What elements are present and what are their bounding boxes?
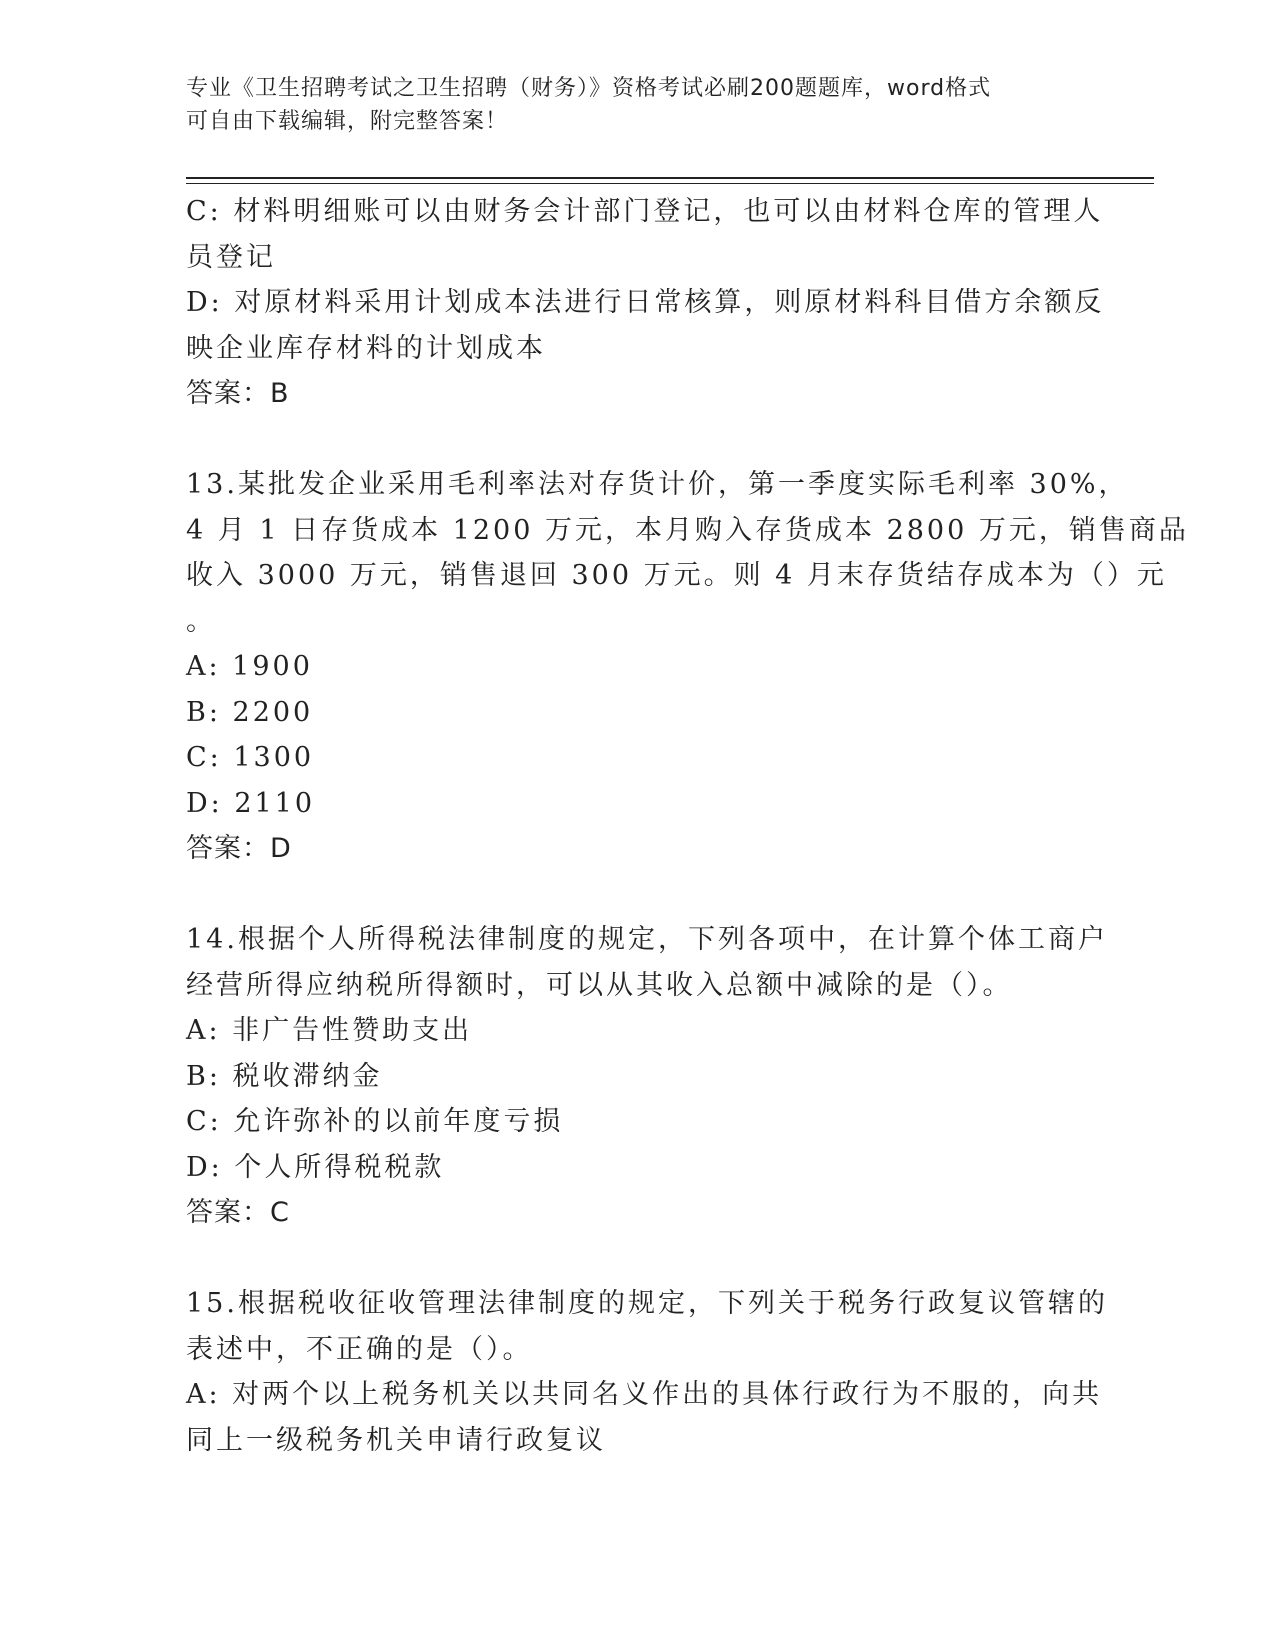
option-a: A: 1900 <box>186 651 313 682</box>
option-a: A: 非广告性赞助支出 <box>186 1015 473 1046</box>
option-a-line-2: 同上一级税务机关申请行政复议 <box>186 1424 606 1456</box>
header-line-1: 专业《卫生招聘考试之卫生招聘（财务）》资格考试必刷200题题库，word格式 <box>186 76 992 101</box>
spacer <box>186 1236 1081 1282</box>
question-15 <box>186 1281 1108 1463</box>
question-text-line-2: 经营所得应纳税所得额时，可以从其收入总额中减除的是（）。 <box>186 969 1013 1001</box>
answer: 答案：D <box>186 833 292 864</box>
option-c-line-1: C: 材料明细账可以由财务会计部门登记，也可以由材料仓库的管理人 <box>186 196 1104 227</box>
option-d: D: 2110 <box>186 787 316 819</box>
answer: 答案：C <box>186 1197 290 1228</box>
option-b: B: 2200 <box>186 696 314 728</box>
question-text-line-2: 4 月 1 日存货成本 1200 万元，本月购入存货成本 2800 万元，销售商品 <box>186 514 1189 546</box>
question-12-continued <box>186 189 1105 417</box>
spacer <box>186 872 1081 918</box>
option-a-line-1: A: 对两个以上税务机关以共同名义作出的具体行政行为不服的，向共 <box>186 1379 1103 1410</box>
question-text-line-1: 14.根据个人所得税法律制度的规定，下列各项中，在计算个体工商户 <box>186 924 1108 955</box>
question-text-line-1: 15.根据税收征收管理法律制度的规定，下列关于税务行政复议管辖的 <box>186 1288 1108 1319</box>
option-b: B: 税收滞纳金 <box>186 1060 383 1092</box>
option-d: D: 个人所得税税款 <box>186 1151 445 1183</box>
option-c-line-2: 员登记 <box>186 241 276 273</box>
spacer <box>186 417 1081 463</box>
question-text-line-1: 13.某批发企业采用毛利率法对存货计价，第一季度实际毛利率 30%， <box>186 469 1129 500</box>
question-14 <box>186 917 1108 1236</box>
document-body <box>186 189 1189 1463</box>
question-13 <box>186 462 1189 872</box>
document-header <box>186 72 1066 138</box>
question-text-line-2: 表述中，不正确的是（）。 <box>186 1333 533 1365</box>
option-d-line-2: 映企业库存材料的计划成本 <box>186 332 546 364</box>
option-d-line-1: D: 对原材料采用计划成本法进行日常核算，则原材料科目借方余额反 <box>186 287 1105 318</box>
question-text-line-4: 。 <box>186 605 216 637</box>
header-rule-thin <box>186 183 1154 184</box>
header-line-2: 可自由下载编辑，附完整答案！ <box>186 109 509 134</box>
header-rule-thick <box>186 177 1154 179</box>
option-c: C: 1300 <box>186 742 315 773</box>
answer: 答案：B <box>186 378 290 409</box>
question-text-line-3: 收入 3000 万元，销售退回 300 万元。则 4 月末存货结存成本为（）元 <box>186 560 1167 591</box>
option-c: C: 允许弥补的以前年度亏损 <box>186 1106 564 1137</box>
